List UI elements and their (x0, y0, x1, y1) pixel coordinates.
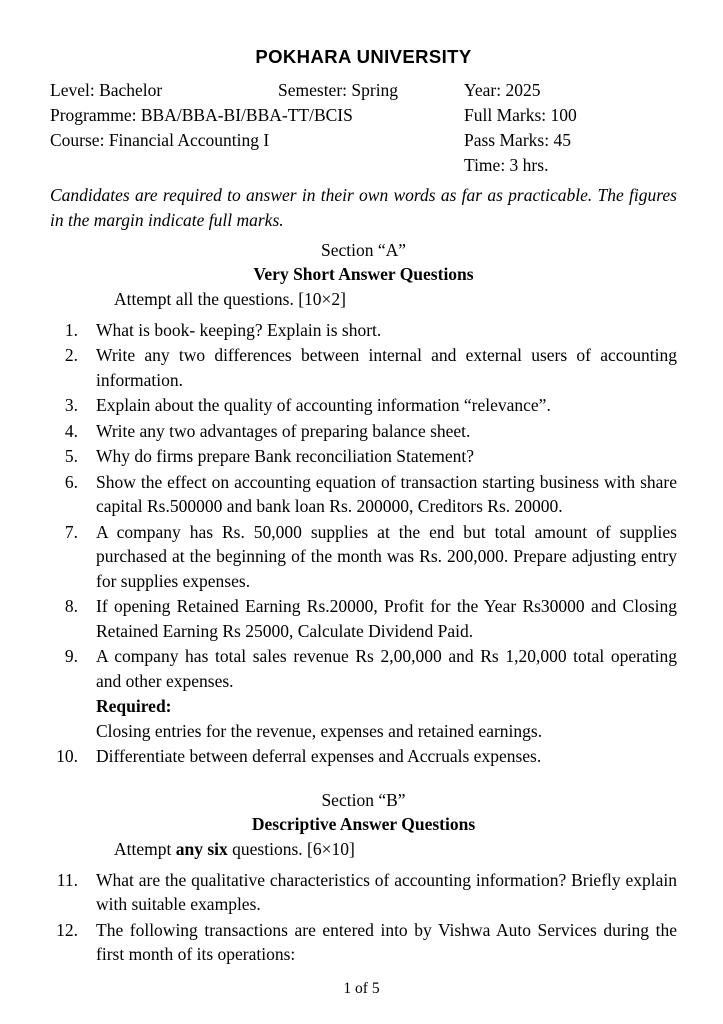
question-item (50, 419, 677, 444)
question-text: What is book- keeping? Explain is short. (96, 319, 382, 340)
pass-marks-label: Pass Marks: 45 (464, 129, 571, 150)
section-b-attempt-bold: any six (175, 839, 228, 860)
question-number: 3. (64, 395, 78, 416)
section-b-title: Section “B” (321, 789, 406, 810)
question-text: Why do firms prepare Bank reconciliation Statement? (96, 446, 475, 467)
section-b-question-list (50, 868, 677, 967)
question-number: 11. (56, 869, 78, 890)
meta-row-level (50, 78, 677, 103)
candidate-instruction: Candidates are required to answer in their own words as far as practicable. The figures in the margin indicate full marks. (50, 185, 677, 230)
question-text: A company has total sales revenue Rs 2,00,000 and Rs 1,20,000 total operating and other expenses. (96, 646, 677, 691)
question-number: 6. (64, 471, 78, 492)
question-subtext: Closing entries for the revenue, expenses and retained earnings. (96, 720, 543, 741)
question-item (50, 470, 677, 519)
question-item (50, 393, 677, 418)
page-footer: 1 of 5 (343, 980, 380, 997)
question-number: 12. (56, 919, 78, 940)
programme-label: Programme: BBA/BBA-BI/BBA-TT/BCIS (50, 104, 353, 125)
question-number: 10. (56, 746, 78, 767)
question-item (50, 594, 677, 643)
question-text: What are the qualitative characteristics of accounting information? Briefly explain with suitable examples. (96, 869, 677, 915)
question-text: Show the effect on accounting equation of transaction starting business with share capital Rs.500000 and bank loan Rs. 200000, Creditors Rs. 20000. (96, 471, 677, 517)
time-label: Time: 3 hrs. (464, 154, 549, 175)
page-title: POKHARA UNIVERSITY (255, 46, 472, 67)
question-number: 4. (64, 420, 78, 441)
section-b-attempt-suffix: questions. [6×10] (227, 839, 355, 860)
section-a-title: Section “A” (320, 239, 407, 260)
year-label: Year: 2025 (464, 80, 541, 100)
section-a-subtitle: Very Short Answer Questions (253, 263, 474, 284)
full-marks-label: Full Marks: 100 (464, 104, 577, 125)
question-number: 9. (64, 646, 78, 667)
question-text: A company has Rs. 50,000 supplies at the end but total amount of supplies purchased at the beginning of the month was Rs. 200,000. Prepare adjusting entry for supplies expenses. (96, 521, 677, 591)
question-number: 7. (64, 521, 78, 542)
question-text: The following transactions are entered into by Vishwa Auto Services during the first month of its operations: (96, 919, 677, 965)
question-body (96, 644, 677, 743)
question-text: Write any two differences between internal and external users of accounting information. (96, 345, 677, 390)
section-a-question-list (50, 318, 677, 769)
question-item (50, 868, 677, 917)
section-a-attempt (114, 287, 677, 312)
question-text: Differentiate between deferral expenses and Accruals expenses. (96, 746, 542, 767)
section-b-attempt (114, 837, 677, 862)
question-item (50, 918, 677, 967)
meta-row-time (50, 153, 677, 178)
question-item (50, 318, 677, 343)
meta-row-programme (50, 103, 677, 128)
question-item (50, 744, 677, 769)
course-label: Course: Financial Accounting I (50, 129, 270, 150)
question-item (50, 343, 677, 392)
meta-row-course (50, 128, 677, 153)
meta-spacer (50, 153, 464, 178)
question-number: 8. (64, 596, 78, 617)
question-item (50, 444, 677, 469)
section-b-subtitle: Descriptive Answer Questions (251, 813, 476, 834)
required-label: Required: (96, 696, 172, 717)
question-text: Explain about the quality of accounting information “relevance”. (96, 395, 551, 416)
question-text: Write any two advantages of preparing balance sheet. (96, 420, 471, 441)
question-number: 5. (64, 446, 78, 467)
exam-meta-block (50, 78, 677, 177)
section-a-attempt-prefix: Attempt all the questions. [10×2] (114, 289, 346, 310)
question-item (50, 644, 677, 743)
question-text: If opening Retained Earning Rs.20000, Profit for the Year Rs30000 and Closing Retained Earning Rs 25000, Calculate Dividend Paid. (96, 596, 677, 641)
semester-label: Semester: Spring (278, 80, 399, 100)
question-number: 1. (64, 319, 78, 340)
question-number: 2. (64, 345, 78, 366)
section-b-attempt-prefix: Attempt (114, 839, 176, 860)
question-item (50, 520, 677, 594)
section-divider-space (50, 770, 677, 782)
level-label: Level: Bachelor (50, 80, 163, 100)
